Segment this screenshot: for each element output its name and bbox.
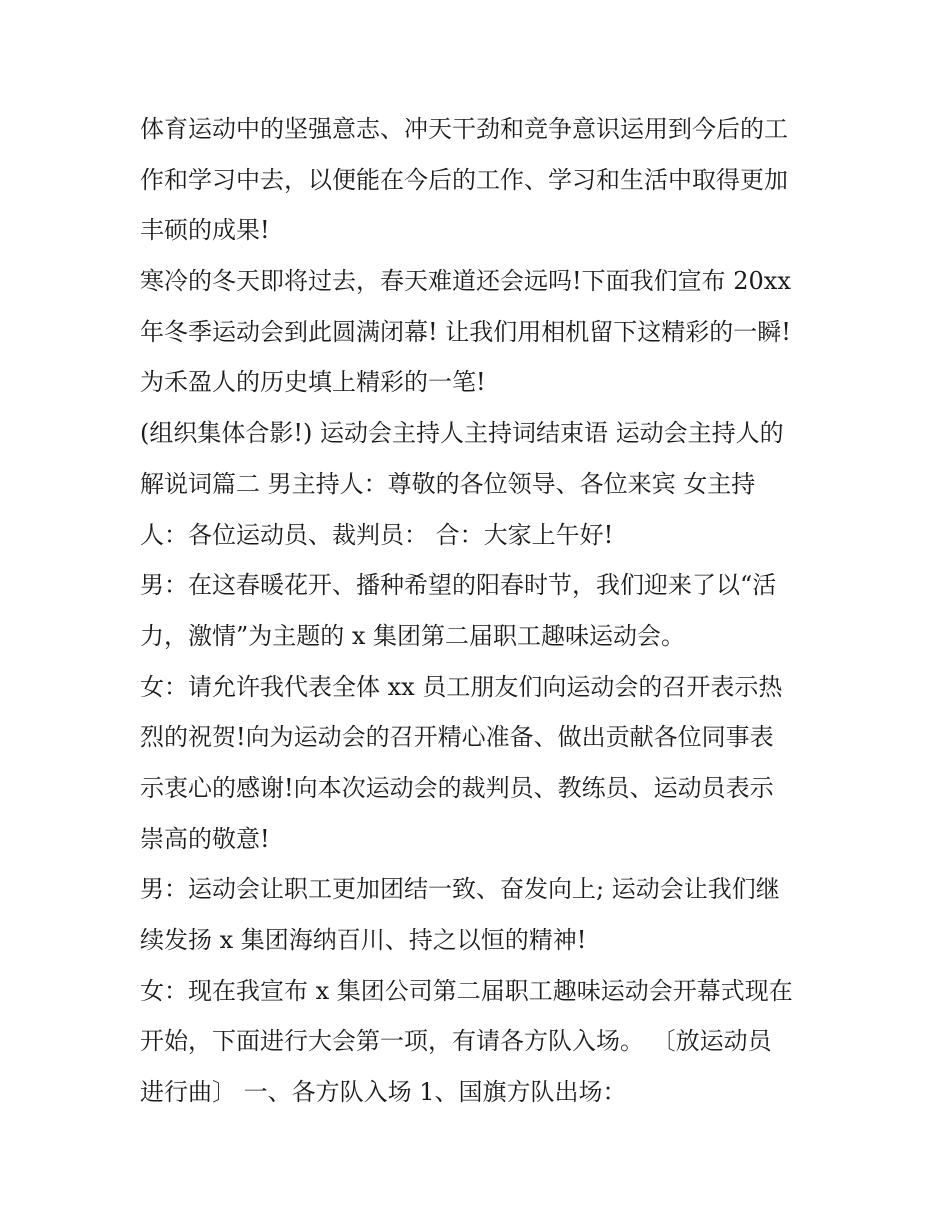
text-line: (组织集体合影!) 运动会主持人主持词结束语 运动会主持人的 [140, 419, 784, 448]
text-line: 为禾盈人的历史填上精彩的一笔! [140, 368, 486, 397]
document-body [140, 104, 812, 1118]
text-line: 解说词篇二 男主持人：尊敬的各位领导、各位来宾 女主持 [140, 469, 756, 498]
text-line: 崇高的敬意! [140, 824, 270, 853]
text-line: 男：运动会让职工更加团结一致、奋发向上; 运动会让我们继 [140, 875, 780, 904]
text-line: 寒冷的冬天即将过去，春天难道还会远吗!下面我们宣布 20xx [140, 267, 791, 296]
text-line: 续发扬 x 集团海纳百川、持之以恒的精神! [140, 926, 587, 954]
text-line: 示衷心的感谢!向本次运动会的裁判员、教练员、运动员表示 [140, 773, 774, 802]
text-line: 开始，下面进行大会第一项，有请各方队入场。 〔放运动员 [140, 1027, 772, 1056]
text-line: 体育运动中的坚强意志、冲天干劲和竞争意识运用到今后的工 [140, 115, 788, 143]
text-line: 作和学习中去，以便能在今后的工作、学习和生活中取得更加 [140, 165, 788, 194]
text-line: 力，激情”为主题的 x 集团第二届职工趣味运动会。 [140, 621, 686, 650]
text-line: 丰硕的成果! [140, 216, 270, 245]
text-line: 女：现在我宣布 x 集团公司第二届职工趣味运动会开幕式现在 [140, 976, 793, 1005]
text-line: 烈的祝贺!向为运动会的召开精心准备、做出贡献各位同事表 [140, 723, 774, 752]
text-line: 男：在这春暖花开、播种希望的阳春时节，我们迎来了以“活 [140, 571, 777, 600]
text-line: 女：请允许我代表全体 xx 员工朋友们向运动会的召开表示热 [140, 672, 783, 701]
text-line: 人：各位运动员、裁判员： 合：大家上午好! [140, 520, 614, 549]
text-line: 进行曲〕 一、各方队入场 1、国旗方队出场： [140, 1078, 627, 1107]
text-line: 年冬季运动会到此圆满闭幕! 让我们用相机留下这精彩的一瞬! [140, 317, 791, 346]
